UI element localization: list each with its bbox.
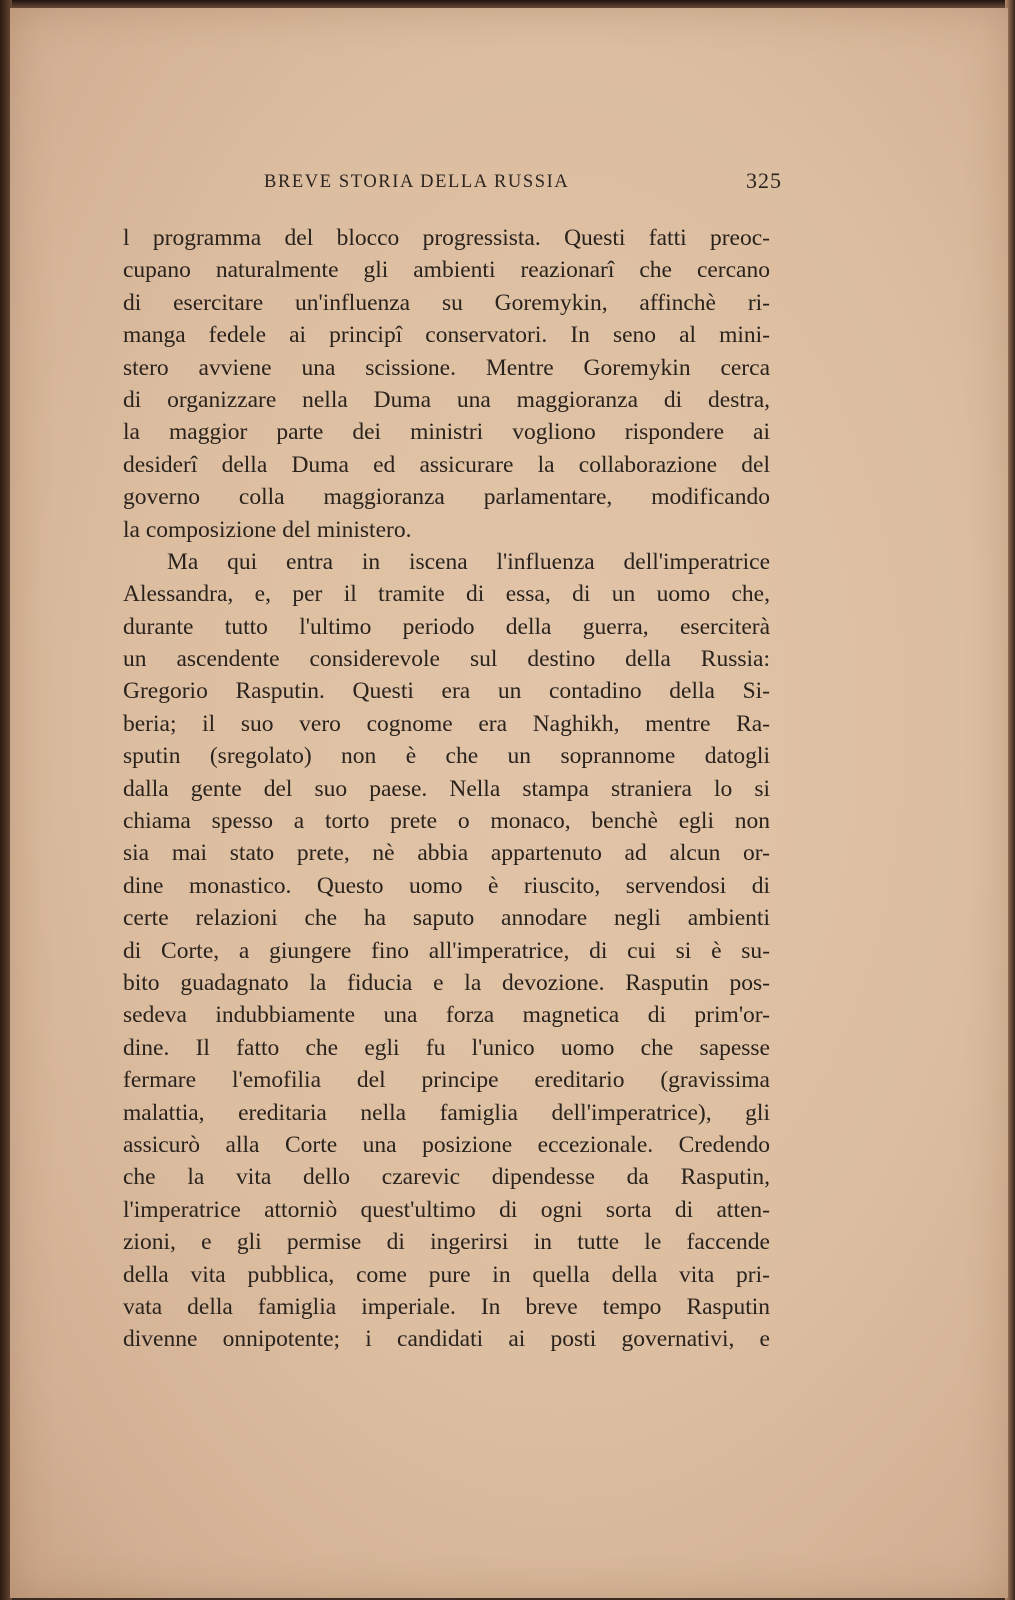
text-line: che la vita dello czarevic dipendesse da Rasputin, <box>123 1164 770 1191</box>
text-line: malattia, ereditaria nella famiglia dell'imperatrice), gli <box>123 1099 770 1126</box>
text-line: sputin (sregolato) non è che un soprannome datogli <box>123 743 770 770</box>
text-line: un ascendente considerevole sul destino della Russia: <box>123 646 770 673</box>
text-line: stero avviene una scissione. Mentre Goremykin cerca <box>123 354 770 381</box>
text-line: beria; il suo vero cognome era Naghikh, mentre Ra- <box>123 710 770 737</box>
text-line: desiderî della Duma ed assicurare la collaborazione del <box>123 451 770 478</box>
text-line: la maggior parte dei ministri vogliono rispondere ai <box>123 419 770 446</box>
text-line: l'imperatrice attorniò quest'ultimo di ogni sorta di atten- <box>123 1196 770 1223</box>
paragraph-start-line: Ma qui entra in iscena l'influenza dell'imperatrice <box>167 548 770 575</box>
text-line: bito guadagnato la fiducia e la devozione. Rasputin pos- <box>123 969 770 996</box>
running-head-title: BREVE STORIA DELLA RUSSIA <box>264 172 570 192</box>
text-line: di esercitare un'influenza su Goremykin, affinchè ri- <box>123 289 770 316</box>
text-line: sedeva indubbiamente una forza magnetica di prim'or- <box>123 1002 770 1029</box>
text-line: dine monastico. Questo uomo è riuscito, servendosi di <box>123 872 770 899</box>
body-text <box>123 222 770 1356</box>
text-line: dalla gente del suo paese. Nella stampa straniera lo si <box>123 775 770 802</box>
text-line: fermare l'emofilia del principe ereditario (gravissima <box>123 1067 770 1094</box>
text-line: cupano naturalmente gli ambienti reazionarî che cercano <box>123 257 770 284</box>
text-line: durante tutto l'ultimo periodo della guerra, eserciterà <box>123 613 770 640</box>
text-line: governo colla maggioranza parlamentare, modificando <box>123 484 770 511</box>
text-line: sia mai stato prete, nè abbia appartenuto ad alcun or- <box>123 840 770 867</box>
text-line: Alessandra, e, per il tramite di essa, di un uomo che, <box>123 581 770 608</box>
text-line: zioni, e gli permise di ingerirsi in tutte le faccende <box>123 1229 770 1256</box>
paragraph-end-line: la composizione del ministero. <box>123 516 412 543</box>
text-line: della vita pubblica, come pure in quella della vita pri- <box>123 1261 770 1288</box>
text-line: vata della famiglia imperiale. In breve tempo Rasputin <box>123 1293 770 1320</box>
text-line: chiama spesso a torto prete o monaco, benchè egli non <box>123 808 770 835</box>
text-line: di Corte, a giungere fino all'imperatrice, di cui si è su- <box>123 937 770 964</box>
text-line: assicurò alla Corte una posizione eccezionale. Credendo <box>123 1131 770 1158</box>
text-line: dine. Il fatto che egli fu l'unico uomo che sapesse <box>123 1034 770 1061</box>
text-line: manga fedele ai principî conservatori. In seno al mini- <box>123 322 770 349</box>
page-number: 325 <box>746 168 782 193</box>
running-head <box>112 168 782 198</box>
text-line: Gregorio Rasputin. Questi era un contadino della Si- <box>123 678 770 705</box>
text-line: certe relazioni che ha saputo annodare negli ambienti <box>123 905 770 932</box>
text-line: di organizzare nella Duma una maggioranza di destra, <box>123 386 770 413</box>
text-line: divenne onnipotente; i candidati ai posti governativi, e <box>123 1326 770 1353</box>
text-line: l programma del blocco progressista. Questi fatti preoc- <box>123 225 770 251</box>
